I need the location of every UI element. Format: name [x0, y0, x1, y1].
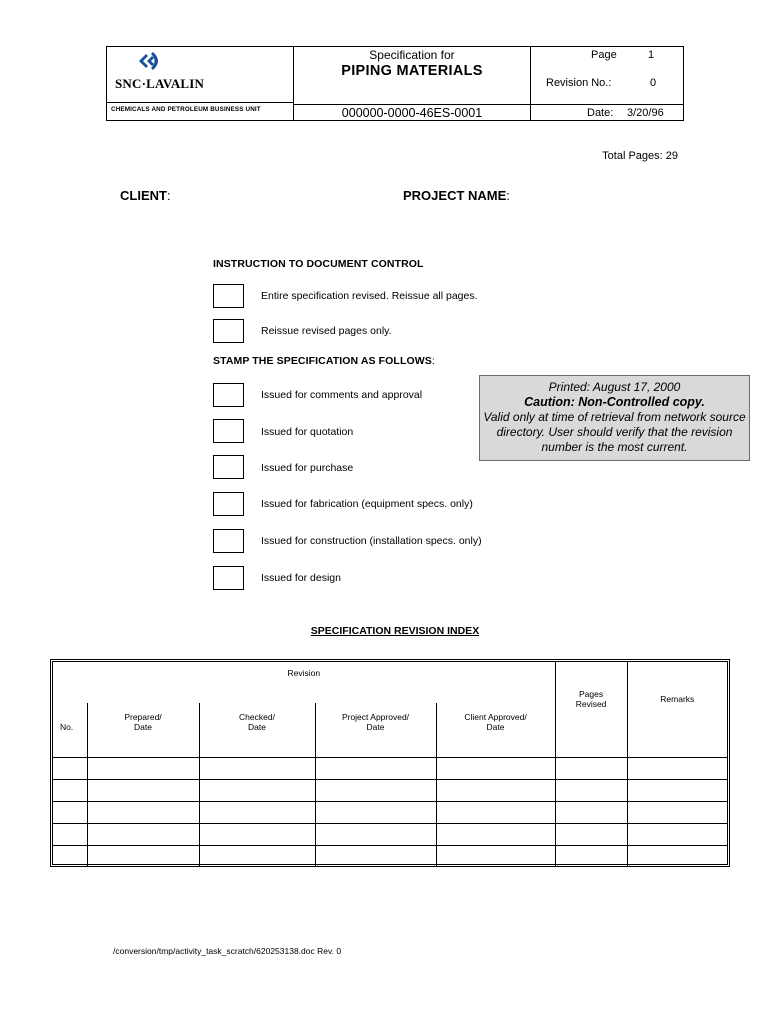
document-header: [106, 46, 684, 121]
table-cell[interactable]: [87, 823, 199, 845]
table-cell[interactable]: [53, 757, 87, 779]
spec-for-label: Specification for: [369, 48, 455, 62]
validity-text: Valid only at time of retrieval from network source directory. User should verify that the revision number is the most current.: [483, 410, 746, 454]
client-field: [120, 188, 171, 203]
table-cell[interactable]: [627, 779, 727, 801]
table-cell[interactable]: [555, 779, 627, 801]
table-cell[interactable]: [555, 735, 627, 757]
table-cell[interactable]: [315, 823, 436, 845]
column-header: Client Approved/ Date: [436, 703, 555, 735]
company-name: SNC·LAVALIN: [115, 76, 205, 91]
revision-index-table: [50, 659, 730, 867]
table-cell[interactable]: [199, 801, 315, 823]
column-header: Project Approved/ Date: [315, 703, 436, 735]
checkbox-purchase[interactable]: [213, 455, 244, 479]
table-cell[interactable]: [199, 757, 315, 779]
column-header: Checked/ Date: [199, 703, 315, 735]
spec-title: PIPING MATERIALS: [341, 63, 483, 79]
table-cell[interactable]: [87, 735, 199, 757]
table-cell[interactable]: [555, 801, 627, 823]
checkbox-reissue-revised[interactable]: [213, 319, 244, 343]
option-label: Issued for comments and approval: [261, 389, 423, 401]
printed-date: Printed: August 17, 2000: [548, 380, 681, 394]
table-cell[interactable]: [627, 735, 727, 757]
table-cell[interactable]: [436, 845, 555, 867]
remarks-header: Remarks: [627, 662, 727, 735]
table-cell[interactable]: [53, 779, 87, 801]
table-cell[interactable]: [555, 823, 627, 845]
project-name-label: PROJECT NAME: [403, 188, 507, 203]
checkbox-quotation[interactable]: [213, 419, 244, 443]
table-cell[interactable]: [436, 757, 555, 779]
checkbox-construction[interactable]: [213, 529, 244, 553]
table-cell[interactable]: [436, 801, 555, 823]
instruction-heading: INSTRUCTION TO DOCUMENT CONTROL: [213, 258, 424, 270]
table-cell[interactable]: [315, 757, 436, 779]
caution-text: Caution: Non-Controlled copy.: [524, 395, 705, 409]
business-unit: CHEMICALS AND PETROLEUM BUSINESS UNIT: [111, 106, 261, 113]
table-cell[interactable]: [436, 823, 555, 845]
table-row: [53, 779, 727, 801]
column-header: Prepared/ Date: [87, 703, 199, 735]
client-label: CLIENT: [120, 188, 167, 203]
total-pages: Total Pages: 29: [602, 150, 678, 162]
snc-lavalin-logo-icon: [136, 50, 162, 72]
header-divider: [293, 104, 684, 105]
checkbox-reissue-all[interactable]: [213, 284, 244, 308]
table-cell[interactable]: [87, 757, 199, 779]
table-cell[interactable]: [627, 757, 727, 779]
client-colon: :: [166, 188, 171, 203]
stamp-heading-text: STAMP THE SPECIFICATION AS FOLLOWS: [213, 355, 432, 367]
page-label: Page: [591, 49, 617, 61]
stamp-heading: [213, 355, 435, 367]
date-value: 3/20/96: [627, 107, 664, 119]
document-number: 000000-0000-46ES-0001: [341, 106, 483, 120]
table-cell[interactable]: [53, 845, 87, 867]
revision-group-header: Revision: [53, 662, 555, 703]
table-cell[interactable]: [199, 845, 315, 867]
table-cell[interactable]: [627, 823, 727, 845]
table-cell[interactable]: [436, 779, 555, 801]
table-cell[interactable]: [87, 779, 199, 801]
option-label: Issued for construction (installation specs. only): [261, 535, 482, 547]
revision-index-title: SPECIFICATION REVISION INDEX: [310, 625, 480, 637]
table-cell[interactable]: [53, 823, 87, 845]
option-label: Reissue revised pages only.: [261, 325, 392, 337]
table-cell[interactable]: [199, 735, 315, 757]
table-cell[interactable]: [627, 845, 727, 867]
revision-label: Revision No.:: [546, 77, 612, 89]
project-name-field: [403, 188, 510, 203]
table-cell[interactable]: [315, 735, 436, 757]
table-cell[interactable]: [555, 845, 627, 867]
option-label: Issued for fabrication (equipment specs. only): [261, 498, 473, 510]
option-label: Issued for purchase: [261, 462, 354, 474]
table-cell[interactable]: [53, 735, 87, 757]
header-divider: [107, 102, 293, 103]
checkbox-fabrication[interactable]: [213, 492, 244, 516]
table-cell[interactable]: [199, 779, 315, 801]
option-label: Entire specification revised. Reissue all pages.: [261, 290, 478, 302]
header-divider: [530, 47, 531, 120]
table-cell[interactable]: [199, 823, 315, 845]
checkbox-comments-approval[interactable]: [213, 383, 244, 407]
table-row: [53, 801, 727, 823]
table-cell[interactable]: [315, 801, 436, 823]
date-label: Date:: [587, 107, 614, 119]
table-row: [53, 845, 727, 867]
table-row: [53, 757, 727, 779]
column-header: No.: [53, 703, 87, 735]
project-colon: :: [506, 188, 510, 203]
option-label: Issued for design: [261, 572, 341, 584]
table-cell[interactable]: [315, 845, 436, 867]
uncontrolled-copy-notice: [479, 375, 750, 461]
pages-revised-header: Pages Revised: [555, 662, 627, 735]
table-cell[interactable]: [53, 801, 87, 823]
table-cell[interactable]: [436, 735, 555, 757]
table-cell[interactable]: [87, 845, 199, 867]
table-cell[interactable]: [627, 801, 727, 823]
table-cell[interactable]: [87, 801, 199, 823]
table-row: [53, 823, 727, 845]
revision-value: 0: [650, 77, 657, 89]
file-path-footer: /conversion/tmp/activity_task_scratch/620253138.doc Rev. 0: [113, 946, 342, 956]
table-cell[interactable]: [555, 757, 627, 779]
option-label: Issued for quotation: [261, 426, 354, 438]
table-row: [53, 735, 727, 757]
page-value: 1: [648, 49, 655, 61]
table-cell[interactable]: [315, 779, 436, 801]
checkbox-design[interactable]: [213, 566, 244, 590]
stamp-heading-colon: :: [431, 355, 435, 367]
